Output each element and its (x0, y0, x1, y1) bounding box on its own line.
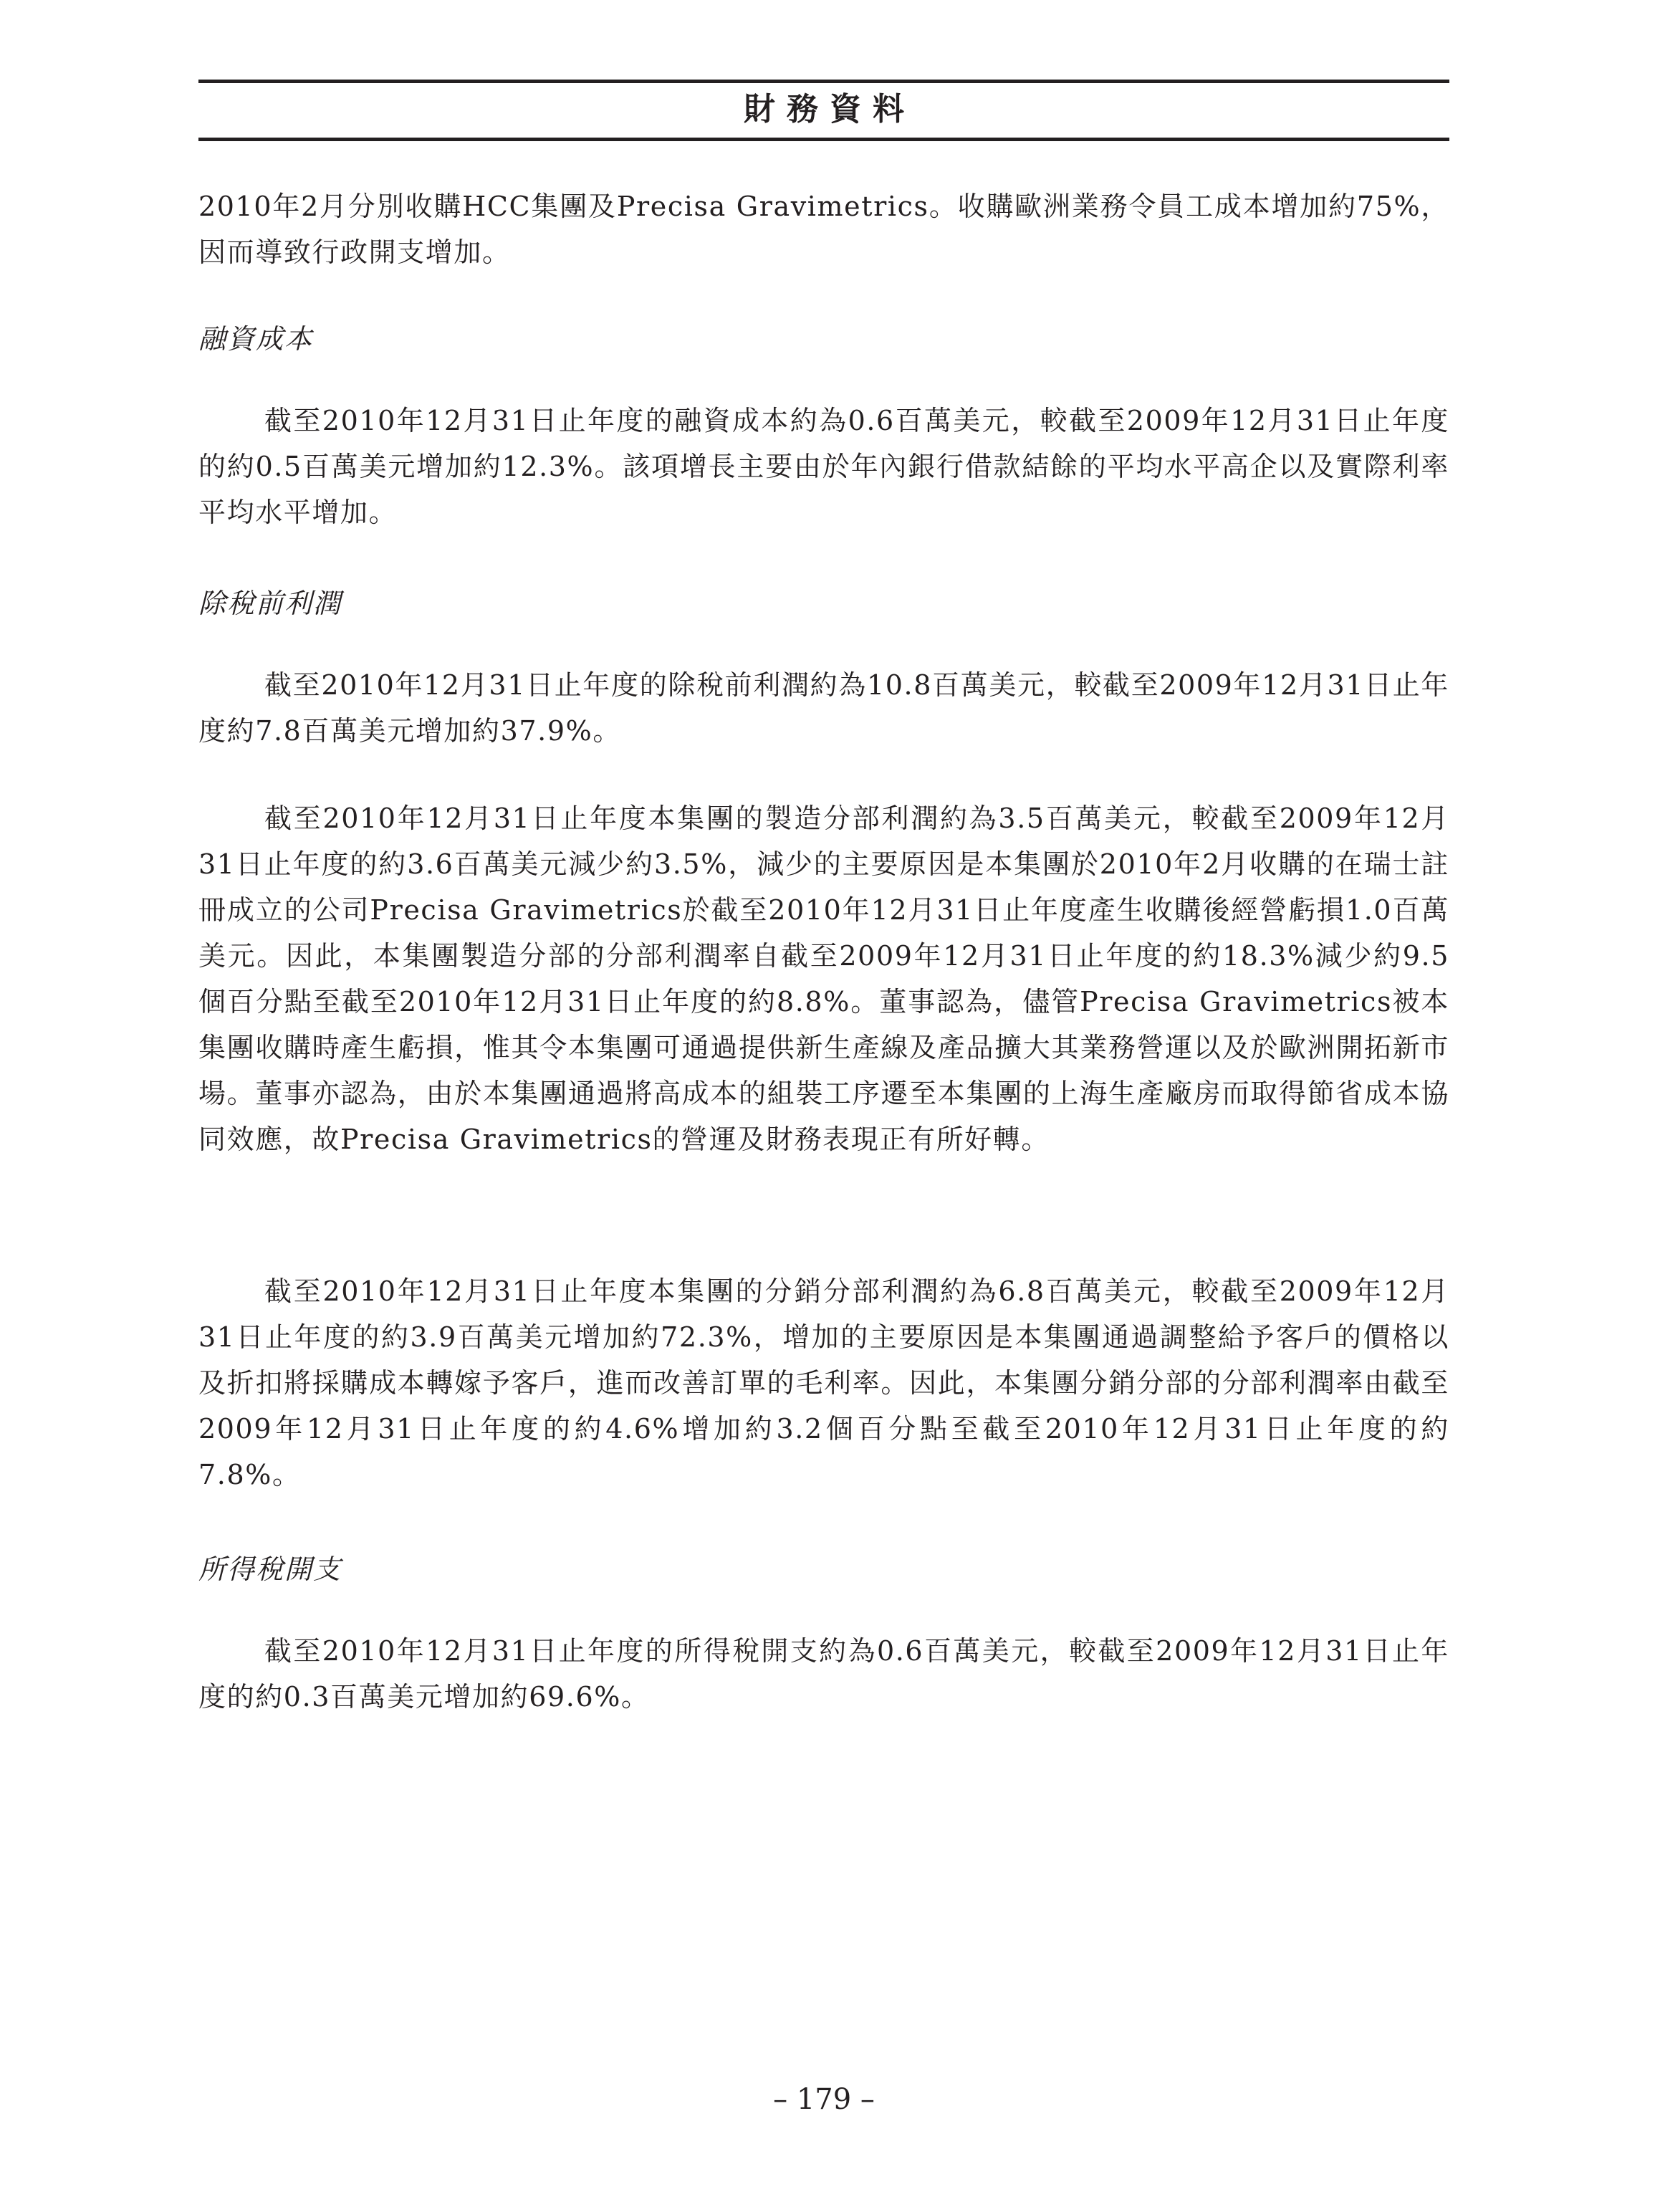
header-bottom-rule (198, 138, 1449, 141)
page-number: – 179 – (773, 2083, 875, 2116)
profit-before-tax-paragraph-2: 截至2010年12月31日止年度本集團的製造分部利潤約為3.5百萬美元，較截至2009年12月31日止年度的約3.6百萬美元減少約3.5%，減少的主要原因是本集團於2010年2月收購的在瑞士註冊成立的公司Precisa Gravimetrics於截至2010年12月31日止年度產生收購後經營虧損1.0百萬美元。因此，本集團製造分部的分部利潤率自截至2009年12月31日止年度的約18.3%減少約9.5個百分點至截至2010年12月31日止年度的約8.8%。董事認為，儘管Precisa Gravimetrics被本集團收購時產生虧損，惟其令本集團可通過提供新生產線及產品擴大其業務營運以及於歐洲開拓新市場。董事亦認為，由於本集團通過將高成本的組裝工序遷至本集團的上海生產廠房而取得節省成本協同效應，故Precisa Gravimetrics的營運及財務表現正有所好轉。 (198, 803, 1449, 1155)
header-top-rule (198, 80, 1449, 83)
finance-costs-paragraph: 截至2010年12月31日止年度的融資成本約為0.6百萬美元，較截至2009年12月31日止年度的約0.5百萬美元增加約12.3%。該項增長主要由於年內銀行借款結餘的平均水平高企以及實際利率平均水平增加。 (198, 405, 1449, 528)
section-heading-profit-before-tax: 除稅前利潤 (198, 588, 342, 619)
section-heading-income-tax: 所得稅開支 (198, 1553, 342, 1585)
section-heading-finance-costs: 融資成本 (198, 323, 314, 355)
document-page (198, 0, 1449, 2212)
page-header-title: 財務資料 (744, 91, 916, 128)
profit-before-tax-paragraph-3: 截至2010年12月31日止年度本集團的分銷分部利潤約為6.8百萬美元，較截至2009年12月31日止年度的約3.9百萬美元增加約72.3%，增加的主要原因是本集團通過調整給予客戶的價格以及折扣將採購成本轉嫁予客戶，進而改善訂單的毛利率。因此，本集團分銷分部的分部利潤率由截至2009年12月31日止年度的約4.6%增加約3.2個百分點至截至2010年12月31日止年度的約7.8%。 (198, 1275, 1449, 1490)
income-tax-paragraph: 截至2010年12月31日止年度的所得稅開支約為0.6百萬美元，較截至2009年12月31日止年度的約0.3百萬美元增加約69.6%。 (198, 1635, 1449, 1713)
intro-paragraph: 2010年2月分別收購HCC集團及Precisa Gravimetrics。收購歐洲業務令員工成本增加約75%，因而導致行政開支增加。 (198, 191, 1449, 268)
profit-before-tax-paragraph-1: 截至2010年12月31日止年度的除稅前利潤約為10.8百萬美元，較截至2009年12月31日止年度約7.8百萬美元增加約37.9%。 (198, 669, 1449, 747)
